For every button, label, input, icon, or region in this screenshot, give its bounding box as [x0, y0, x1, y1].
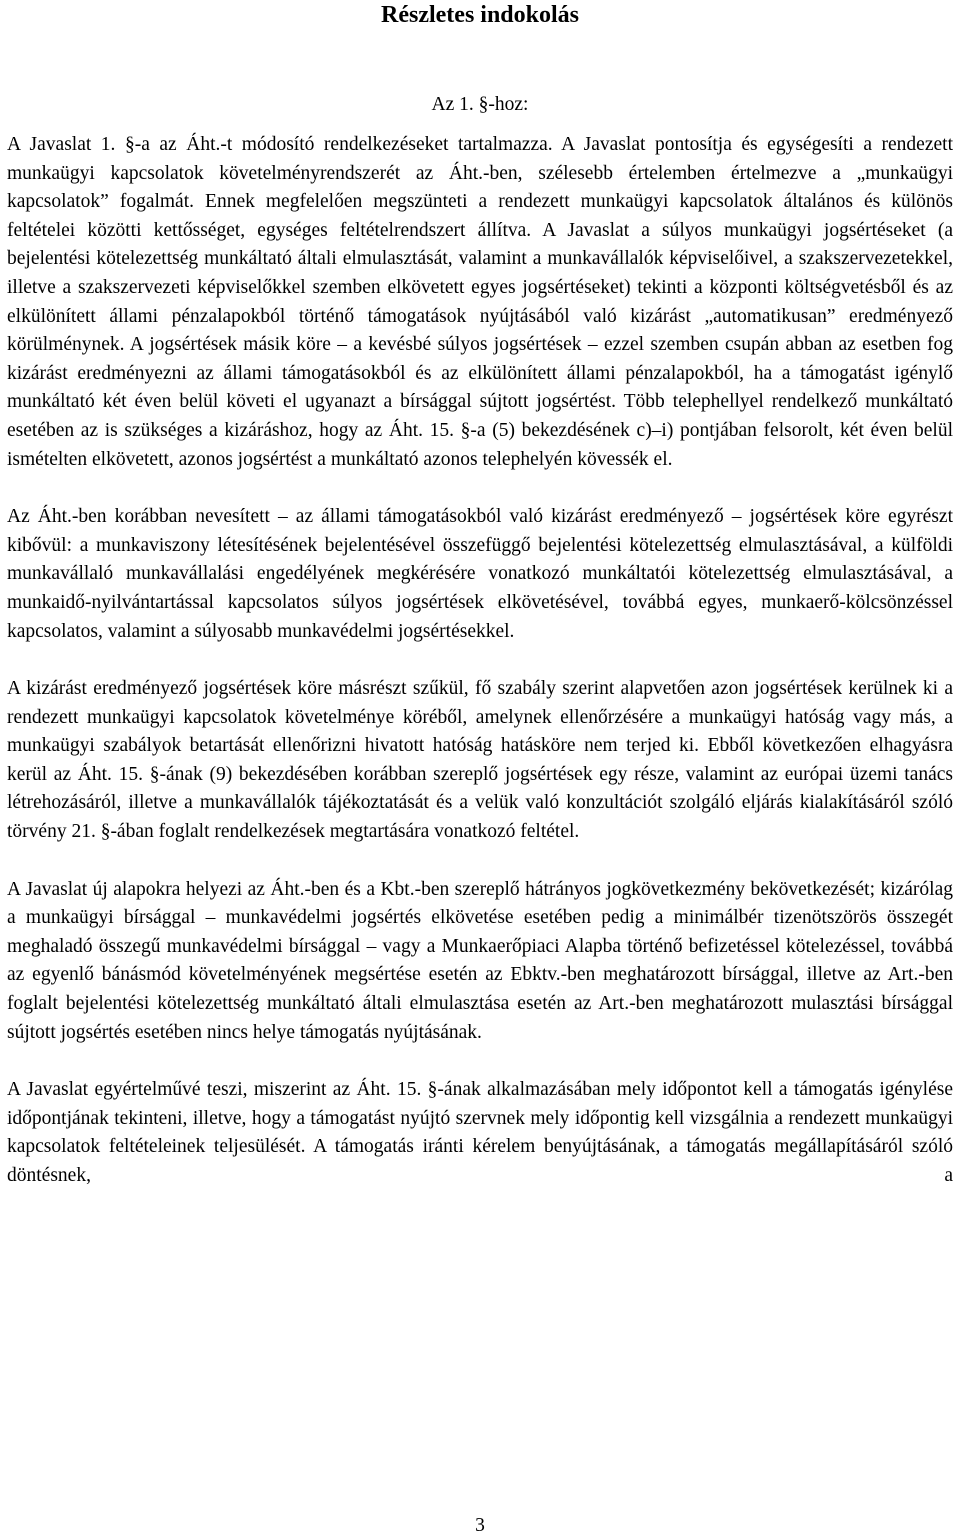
page-number: 3 — [475, 1515, 485, 1536]
paragraph: A Javaslat egyértelművé teszi, miszerint az Áht. 15. §-ának alkalmazásában mely időpontot kell a támogatás igénylése időpontjának tekinteni, illetve, hogy a támogatást nyújtó szervnek mely időpontig kell vizsgálnia a rendezett munkaügyi kapcsolatok feltételeinek teljesülését. A támogatás iránti kérelem benyújtásának, a támogatás megállapításáról szóló döntésnek, a — [7, 1079, 953, 1186]
paragraph: A Javaslat új alapokra helyezi az Áht.-ben és a Kbt.-ben szereplő hátrányos jogkövetkezmény bekövetkezését; kizárólag a munkaügyi bírsággal – munkavédelmi jogsértés elkövetése esetében pedig a minimálbér tizenötszörös összegét meghaladó összegű munkavédelmi bírsággal – vagy a Munkaerőpiaci Alapba történő befizetéssel kötelezéssel, továbbá az egyenlő bánásmód követelményének megsértése esetén az Ebktv.-ben meghatározott bírsággal, illetve az Art.-ben foglalt bejelentési kötelezettség munkáltató általi elmulasztása esetén az Art.-ben meghatározott mulasztási bírsággal sújtott jogsértés esetében nincs helye támogatás nyújtásának. — [7, 878, 953, 1043]
section-heading: Az 1. §-hoz: — [431, 94, 529, 115]
document-title: Részletes indokolás — [381, 2, 579, 28]
paragraph: A kizárást eredményező jogsértések köre másrészt szűkül, fő szabály szerint alapvetően azon jogsértések kerülnek ki a rendezett munkaügyi kapcsolatok követelménye köréből, amelynek ellenőrzésére a munkaügyi hatóság vagy más, a munkaügyi szabályok betartását ellenőrizni hivatott hatóság hatásköre nem terjed ki. Ebből következően elhagyásra kerül az Áht. 15. §-ának (9) bekezdésében korábban szereplő jogsértések egy része, valamint az európai üzemi tanács létrehozásáról, illetve a munkavállalók tájékoztatását és a velük való konzultációt szolgáló eljárás kialakításáról szóló törvény 21. §-ában foglalt rendelkezések megtartására vonatkozó feltétel. — [7, 678, 953, 843]
document-page — [7, 0, 953, 1191]
paragraph: Az Áht.-ben korábban nevesített – az állami támogatásokból való kizárást eredményező – jogsértések köre egyrészt kibővül: a munkaviszony létesítésének bejelentésével összefüggő bejelentési kötelezettség elmulasztásával, a külföldi munkavállaló munkavállalási engedélyének megkérésére vonatkozó munkáltatói kötelezettség elmulasztásával, a munkaidő-nyilvántartással kapcsolatos súlyos jogsértések elkövetésével, továbbá egyes, munkaerő-kölcsönzéssel kapcsolatos, valamint a súlyosabb munkavédelmi jogsértésekkel. — [7, 506, 953, 642]
paragraph: A Javaslat 1. §-a az Áht.-t módosító rendelkezéseket tartalmazza. A Javaslat pontosítja és egységesíti a rendezett munkaügyi kapcsolatok követelményrendszerét az Áht.-ben, szélesebb értelemben értelmezve a „munkaügyi kapcsolatok” fogalmát. Ennek megfelelően megszünteti a rendezett munkaügyi kapcsolatok általános és különös feltételei közötti kettősséget, egységes feltételrendszert állítva. A Javaslat a súlyos munkaügyi jogsértéseket (a bejelentési kötelezettség munkáltató általi elmulasztását, valamint a munkavállalók képviselőivel, a szakszervezetekkel, illetve a szakszervezeti képviselőkkel szemben elkövetett egyes jogsértéseket) tekinti a központi költségvetésből és az elkülönített állami pénzalapokból történő támogatások nyújtásából való kizárást „automatikusan” eredményező körülménynek. A jogsértések másik köre – a kevésbé súlyos jogsértések – ezzel szemben csupán abban az esetben fog kizárást eredményezni az állami támogatásokból és az elkülönített állami pénzalapokból, ha a támogatást igénylő munkáltató két éven belül követi el ugyanazt a bírsággal sújtott jogsértést. Több telephellyel rendelkező munkáltató esetében az is szükséges a kizáráshoz, hogy az Áht. 15. §-a (5) bekezdésének c)–i) pontjában felsorolt, két éven belül ismételten elkövetett, azonos jogsértést a munkáltató azonos telephelyén kövessék el. — [7, 134, 953, 470]
